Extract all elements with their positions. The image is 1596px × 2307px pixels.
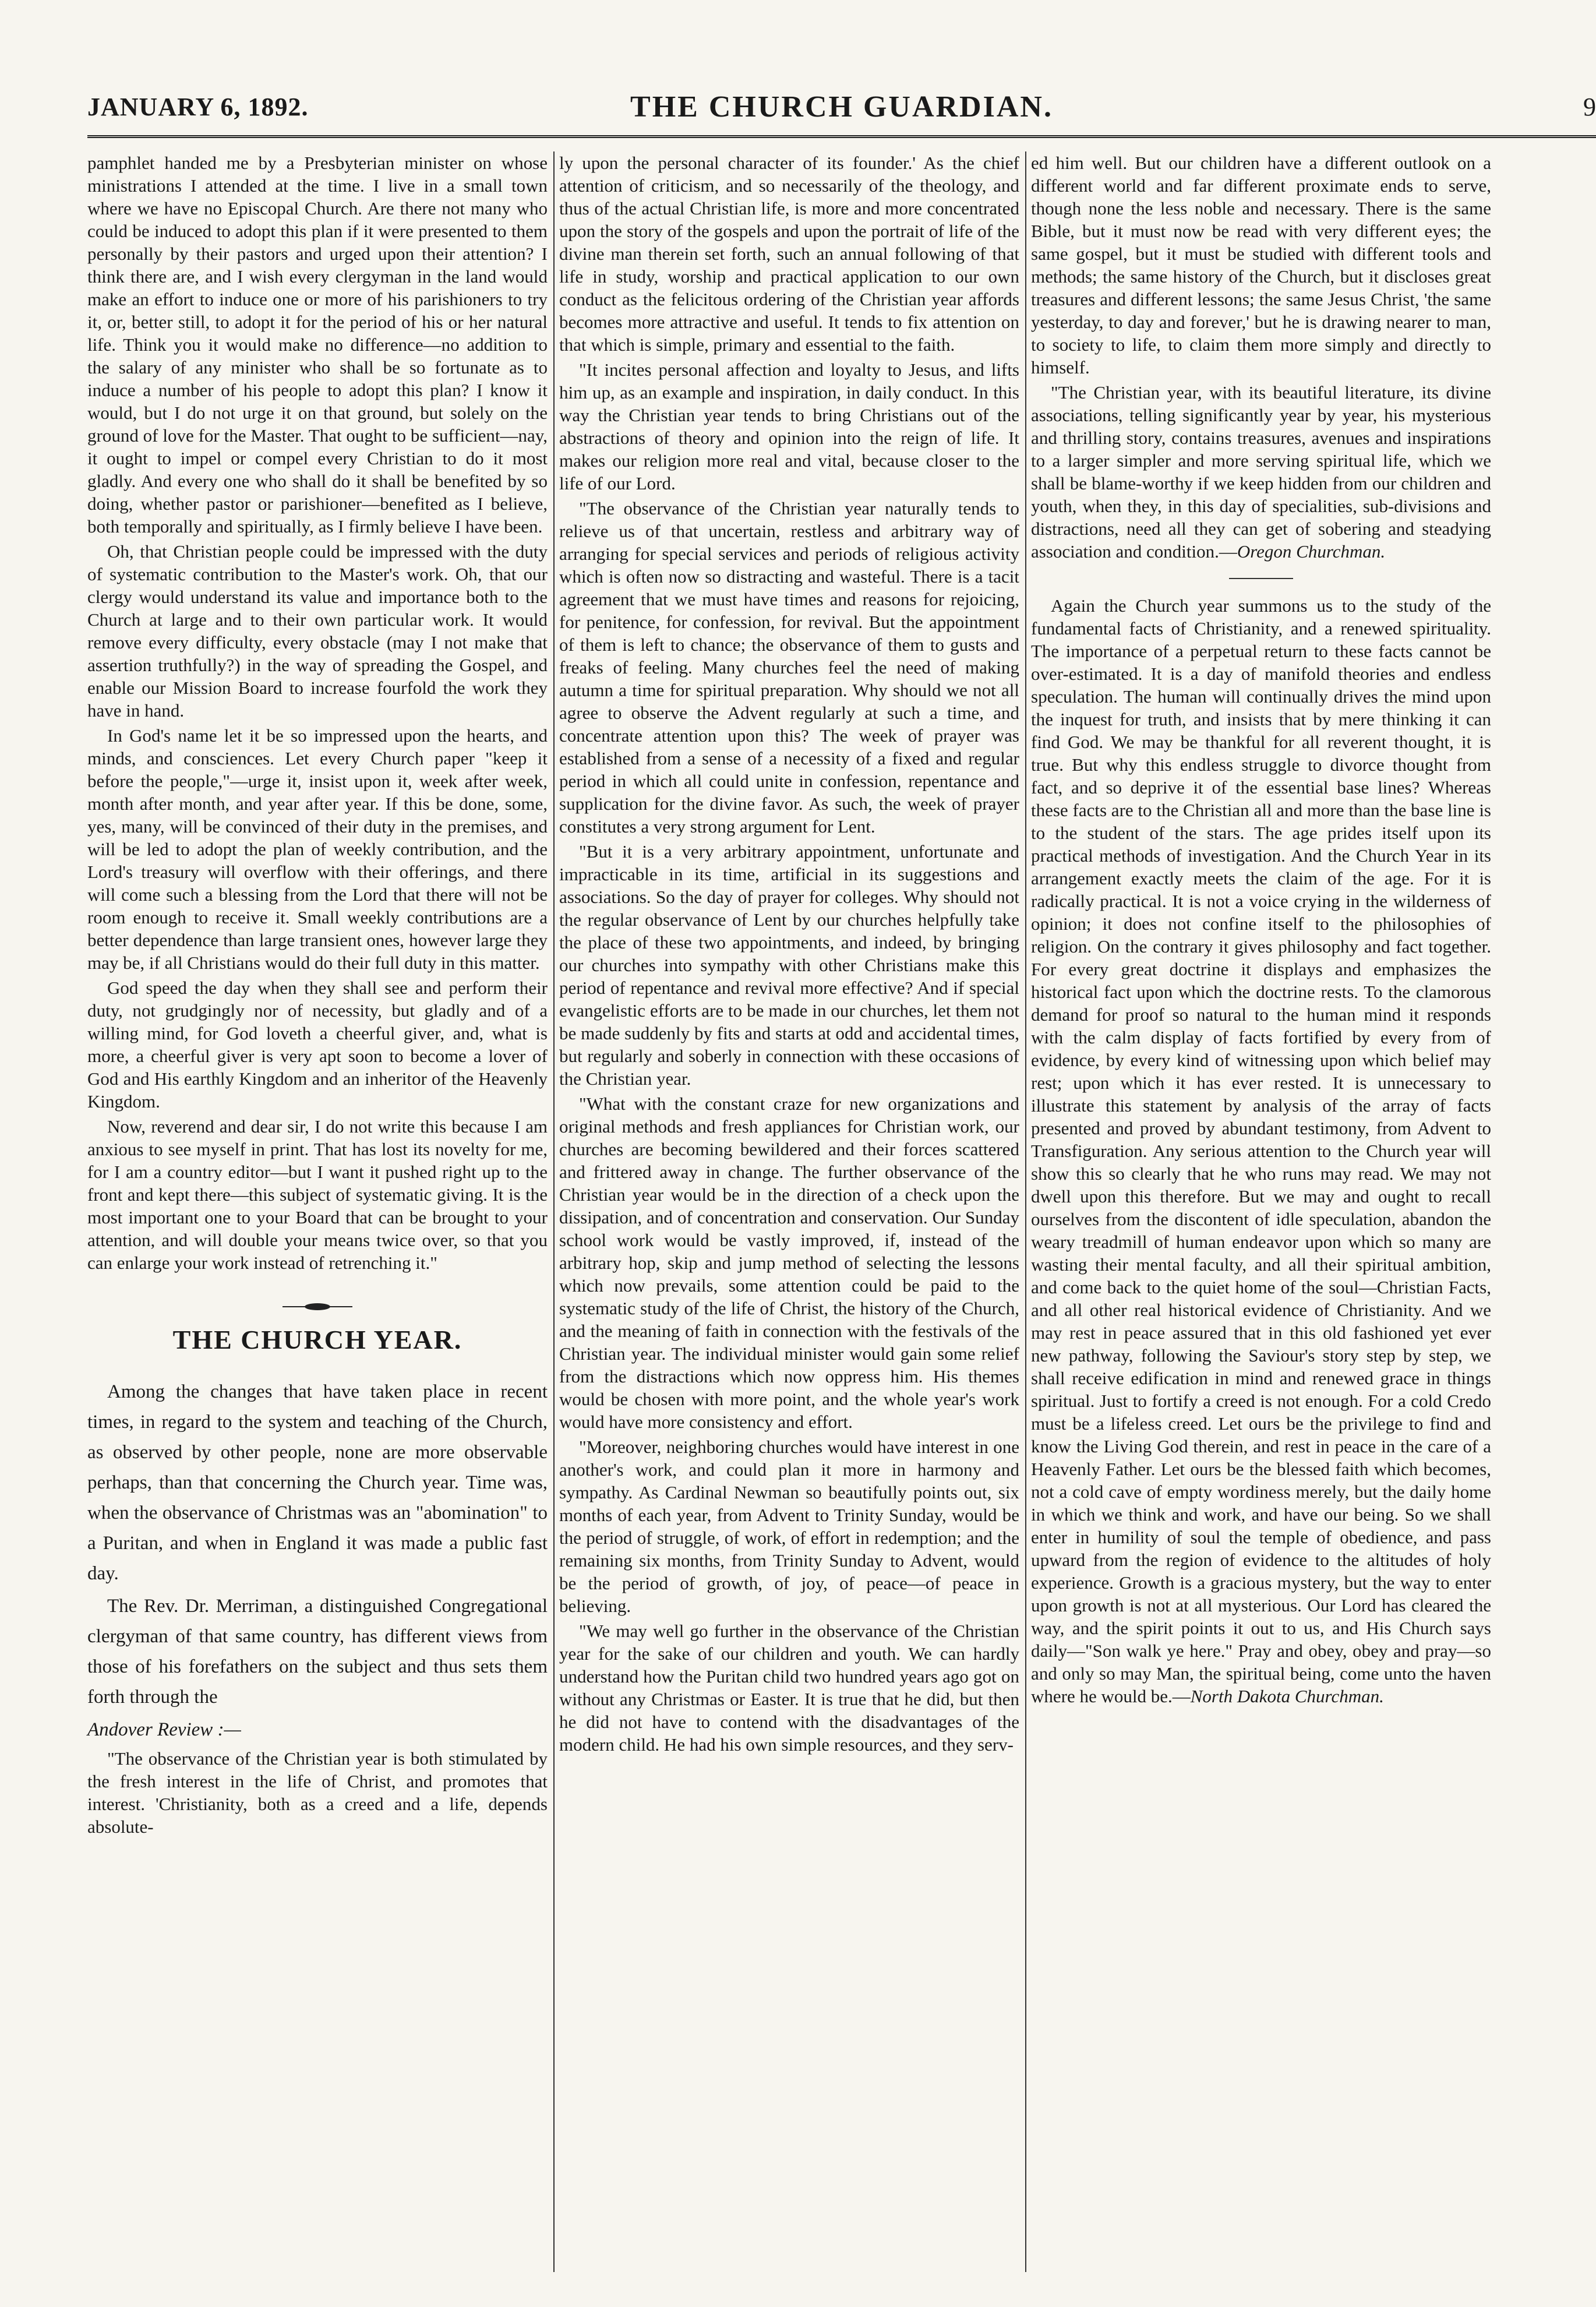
- paragraph: "We may well go further in the observance of the Christian year for the sake of our children and youth. We can hardly understand how the Puritan child two hundred years ago got on without any Christmas or Easter. It is true that he did, but then he did not have to contend with the disadvantages of the modern child. He had his own simple resources, and they serv-: [559, 1621, 1019, 1755]
- paragraph: "The observance of the Christian year naturally tends to relieve us of that uncertain, restless and arbitrary way of arranging for special services and periods of religious activity which is often now so distracting and wasteful. There is a tacit agreement that we must have times and reasons for rejoicing, for penitence, for confession, for revival. But the appointment of them is left to chance; the observance of them to gusts and freaks of feeling. Many churches feel the need of making autumn a time for spiritual preparation. Why should we not all agree to observe the Advent regularly at such a time, and concentrate attention upon this? The week of prayer was established from a sense of a necessity of a fixed and regular period in which all could unite in confession, repentance and supplication for the divine favor. As such, the week of prayer constitutes a very strong argument for Lent.: [559, 498, 1019, 837]
- section-ornament: [87, 1295, 548, 1318]
- header-rule: [87, 135, 1596, 138]
- paragraph: pamphlet handed me by a Presbyterian minister on whose ministrations I attended at the time. I live in a small town where we have no Episcopal Church. Are there not many who could be induced to adopt this plan if it were presented to them personally by their pastors and urged upon their attention? I think there are, and I wish every clergyman in the land would make an effort to induce one or more of his parishioners to try it, or, better still, to adopt it for the period of his or her natural life. Think you it would make no difference—no addition to the salary of any minister who shall be so fortunate as to induce a number of his people to adopt this plan? I know it would, but I do not urge it on that ground, but solely on the ground of love for the Master. That ought to be sufficient—nay, it ought to impel or compel every Christian to do it most gladly. And every one who shall do it shall be benefited by so doing, whether pastor or parishioner—benefited as I believe, both temporally and spiritually, as I firmly believe I have been.: [87, 153, 548, 537]
- signature: Oregon Churchman.: [1237, 541, 1386, 562]
- paragraph: God speed the day when they shall see and perform their duty, not grudgingly nor of necessity, but gladly and of a willing mind, for God loveth a cheerful giver, and, what is more, a cheerful giver is very apt soon to become a lover of God and His earthly Kingdom and an inheritor of the Heavenly Kingdom.: [87, 978, 548, 1112]
- column-divider: [553, 151, 555, 2272]
- paragraph: [1031, 381, 1491, 563]
- ornament-rule-icon: [283, 1301, 352, 1313]
- paragraph-text: "The Christian year, with its beautiful literature, its divine associations, telling significantly year by year, his mysterious and thrilling story, contains treasures, avenues and inspirations to a larger simpler and more serving spiritual life, which we shall be blame-worthy if we keep hidden from our children and youth, when they, in this day of specialities, sub-divisions and distractions, need all they can get of sobering and steadying association and condition.—: [1031, 382, 1491, 562]
- paragraph: Among the changes that have taken place in recent times, in regard to the system and teaching of the Church, as observed by other people, none are more observable perhaps, than that concerning the Church year. Time was, when the observance of Christmas was an "abomination" to a Puritan, and when in England it was made a public fast day.: [87, 1381, 548, 1584]
- column-divider: [1025, 151, 1026, 2272]
- signature: North Dakota Churchman.: [1190, 1686, 1384, 1706]
- paragraph: ed him well. But our children have a different outlook on a different world and far different proximate ends to serve, though none the less noble and necessary. There is the same Bible, but it must now be read with very different eyes; the same gospel, but it must be studied with different tools and methods; the same history of the Church, but it discloses great treasures and different lessons; the same Jesus Christ, 'the same yesterday, to day and forever,' but he is drawing nearer to man, to society to life, to claim them more simply and directly to himself.: [1031, 153, 1491, 378]
- paragraph: "Moreover, neighboring churches would have interest in one another's work, and could plan it more in harmony and sympathy. As Cardinal Newman so beautifully points out, six months of each year, from Advent to Trinity Sunday, would be the period of struggle, of work, of effort in redemption; and the remaining six months, from Trinity Sunday to Advent, would be the period of growth, of joy, of peace—of peace in believing.: [559, 1437, 1019, 1616]
- source-reference: Andover Review :—: [87, 1719, 241, 1740]
- masthead-title: THE CHURCH GUARDIAN.: [630, 90, 1053, 124]
- paragraph: "What with the constant craze for new organizations and original methods and fresh appliances for Christian work, our churches are becoming bewildered and their forces scattered and frittered away in change. The further observance of the Christian year would be in the direction of a check upon the dissipation, and of concentration and conservation. Our Sunday school work would be vastly improved, if, instead of the arbitrary hop, skip and jump method of selecting the lessons which now prevails, some attention could be paid to the systematic study of the life of Christ, the history of the Church, and the meaning of faith in connection with the festivals of the Christian year. The individual minister would gain some relief from the distractions which now oppress him. His themes would be chosen with more point, and the whole year's work would have more consistency and effort.: [559, 1093, 1019, 1432]
- paragraph-text: Again the Church year summons us to the study of the fundamental facts of Christianity, and a renewed spirituality. The importance of a perpetual return to these facts cannot be over-estimated. It is a day of manifold theories and endless speculation. The human will continually drives the mind upon the inquest for truth, and insists that by mere thinking it can find God. We may be thankful for all reverent thought, it is true. But why this endless struggle to divorce thought from fact, and so deprive it of the essential base lines? Whereas these facts are to the Christian all and more than the base line is to the student of the stars. The age prides itself upon its practical methods of investigation. And the Church Year in its arrangement exactly meets the claim of the age. For it is radically practical. It is not a voice crying in the wilderness of opinion; it does not confine itself to the philosophies of religion. On the contrary it gives philosophy and fact together. For every great doctrine it displays and emphasizes the historical fact upon which the doctrine rests. To the clamorous demand for proof so natural to the human mind it responds with the calm display of facts fortified by every from of evidence, by every kind of witnessing upon which belief may rest; upon which it has ever rested. It is unnecessary to illustrate this statement by analysis of the array of facts presented and proved by abundant testimony, from Advent to Transfiguration. Any serious attention to the Church year will show this so clearly that he who runs may read. We may not dwell upon this therefore. But we may and ought to recall ourselves from the discontent of idle speculation, abandon the weary treadmill of human endeavor upon which so many are wasting their mental faculty, and all their spiritual ambition, and come back to the quiet home of the soul—Christian Facts, and all other real historical evidence of Christianity. And we may rest in peace assured that in this old fashioned yet ever new pathway, following the Saviour's story step by step, we shall receive edification in mind and renewed grace in things spiritual. Just to fortify a creed is not enough. For a cold Credo must be a lifeless creed. Let ours be the privilege to find and know the Living God therein, and rest in peace in the care of a Heavenly Father. Let ours be the blessed faith which becomes, not a cold cave of empty wordiness merely, but the daily home in which we think and work, and have our being. So we shall enter in humility of soul the temple of obedience, and pass upward from the region of evidence to the altitudes of holy experience. Growth is a gracious mystery, but the way to enter upon growth is not at all mysterious. Our Lord has cleared the way, and the spirit points it out to us, and His Church says daily—"Son walk ye here." Pray and obey, obey and pray—so and only so may Man, the spiritual being, come unto the haven where he would be.—: [1031, 595, 1491, 1706]
- paragraph: ly upon the personal character of its founder.' As the chief attention of criticism, and so necessarily of the theology, and thus of the actual Christian life, is more and more concentrated upon the story of the gospels and upon the portrait of life of the divine man therein set forth, such an annual following of that life in study, worship and practical application to our own conduct as the felicitous ordering of the Christian year affords becomes more attractive and useful. It tends to fix attention on that which is simple, primary and essential to the faith.: [559, 153, 1019, 355]
- paragraph: "But it is a very arbitrary appointment, unfortunate and impracticable in its time, artificial in its suggestions and associations. So the day of prayer for colleges. Why should not the regular observance of Lent by our churches helpfully take the place of these two appointments, and indeed, by bringing our churches into sympathy with other Christians make this period of repentance and revival more effective? And if special evangelistic efforts are to be made in our churches, let them not be made suddenly by fits and starts at odd and accidental times, but regularly and soberly in connection with these occasions of the Christian year.: [559, 841, 1019, 1089]
- column-1: [87, 151, 548, 2272]
- paragraph: Now, reverend and dear sir, I do not write this because I am anxious to see myself in print. That has lost its novelty for me, for I am a country editor—but I want it pushed right up to the front and kept there—this subject of systematic giving. It is the most important one to your Board that can be brought to your attention, and will double your means twice over, so that you can enlarge your work instead of retrenching it.": [87, 1116, 548, 1273]
- newspaper-page: [87, 87, 1596, 2301]
- paragraph: "It incites personal affection and loyalty to Jesus, and lifts him up, as an example and inspiration, in daily conduct. In this way the Christian year tends to bring Christians out of the abstractions of theory and opinion into the reign of life. It makes our religion more real and vital, because closer to the life of our Lord.: [559, 359, 1019, 493]
- paragraph: [1031, 594, 1491, 1708]
- paragraph: Oh, that Christian people could be impressed with the duty of systematic contribution to the Master's work. Oh, that our clergy would understand its value and importance both to the Church at large and to their own particular work. It would remove every difficulty, every obstacle (may I not make that assertion truthfully?) in the way of spreading the Gospel, and enable our Mission Board to increase fourfold the work they have in hand.: [87, 541, 548, 721]
- issue-date: JANUARY 6, 1892.: [87, 93, 309, 121]
- paragraph: In God's name let it be so impressed upon the hearts, and minds, and consciences. Let every Church paper "keep it before the people,"—urge it, insist upon it, week after week, month after month, and year after year. If this be done, some, yes, many, will be convinced of their duty in the premises, and will be led to adopt the plan of weekly contribution, and the Lord's treasury will overflow with their offerings, and there will come such a blessing from the Lord that there will not be room enough to receive it. Small weekly contributions are a better dependence than large transient ones, however large they may be, if all Christians would do their full duty in this matter.: [87, 725, 548, 973]
- paragraph: The Rev. Dr. Merriman, a distinguished Congregational clergyman of that same country, has different views from those of his forefathers on the subject and thus sets them forth through the: [87, 1596, 548, 1708]
- page-header: [87, 87, 1596, 128]
- page-number: 9: [1583, 93, 1596, 121]
- divider: [1229, 578, 1293, 579]
- column-2: [559, 151, 1019, 2272]
- column-3: [1031, 151, 1491, 2272]
- section-heading: THE CHURCH YEAR.: [172, 1325, 462, 1354]
- paragraph: "The observance of the Christian year is both stimulated by the fresh interest in the life of Christ, and promotes that interest. 'Christianity, both as a creed and a life, depends absolute-: [87, 1748, 548, 1837]
